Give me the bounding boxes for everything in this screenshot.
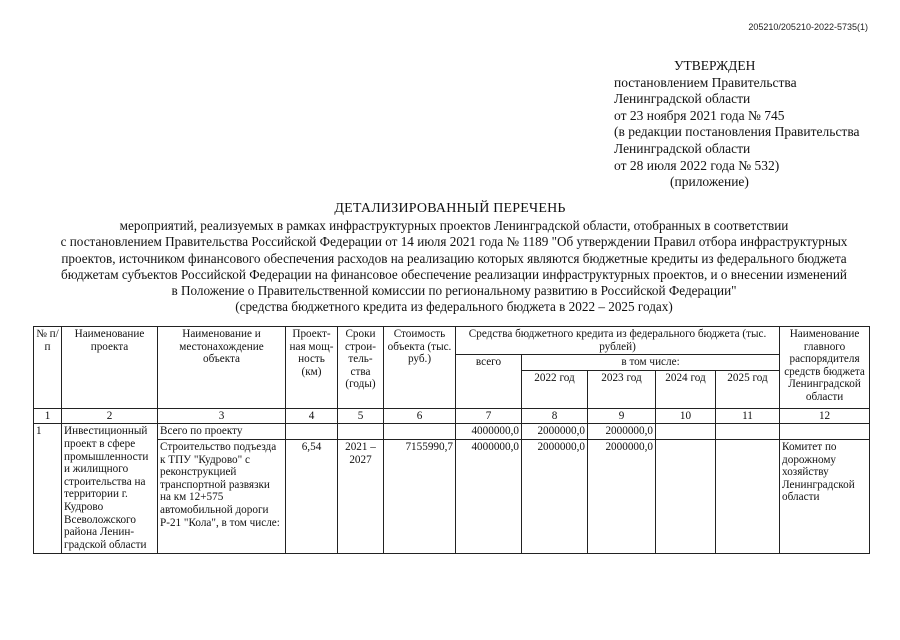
empty-cell xyxy=(656,439,716,553)
approval-line: от 23 ноября 2021 года № 745 xyxy=(614,107,785,123)
table-row-total xyxy=(34,424,870,440)
table-header-row xyxy=(34,327,870,355)
manager-name: Комитет по дорожному хозяйству Ленинградской области xyxy=(780,439,870,553)
header-terms: Сроки строи-тель-ства (годы) xyxy=(338,327,384,409)
document-subtitle xyxy=(28,218,880,316)
column-number: 9 xyxy=(588,408,656,424)
header-year-2025: 2025 год xyxy=(716,370,780,408)
measures-table xyxy=(33,326,870,554)
subtitle-line: проектов, источником финансового обеспечения расходов на реализацию которых являются бюджетные кредиты из федерального бюджета xyxy=(61,250,847,266)
approval-line: Ленинградской области xyxy=(614,140,751,156)
total-sum: 4000000,0 xyxy=(456,424,522,440)
column-number: 4 xyxy=(286,408,338,424)
total-2023: 2000000,0 xyxy=(588,424,656,440)
column-number: 11 xyxy=(716,408,780,424)
object-name: Строительство подъезда к ТПУ "Кудрово" с реконструкцией транспортной развязки на км 12+575 автомобильной дороги Р-21 "Кола", в том числе: xyxy=(158,439,286,553)
object-2023: 2000000,0 xyxy=(588,439,656,553)
header-num: № п/п xyxy=(34,327,62,409)
approval-line: (в редакции постановления Правительства xyxy=(614,124,860,140)
document-title: ДЕТАЛИЗИРОВАННЫЙ ПЕРЕЧЕНЬ xyxy=(334,201,566,216)
column-number: 12 xyxy=(780,408,870,424)
header-total: всего xyxy=(456,355,522,409)
approval-note: (приложение) xyxy=(670,174,749,190)
subtitle-line: в Положение о Правительственной комиссии по региональному развитию в Российской Федерации" xyxy=(171,283,737,299)
column-number: 2 xyxy=(62,408,158,424)
header-cost: Стоимость объекта (тыс. руб.) xyxy=(384,327,456,409)
total-label: Всего по проекту xyxy=(158,424,286,440)
header-manager: Наименование главного распорядителя средств бюджета Ленинградской области xyxy=(780,327,870,409)
document-id: 205210/205210-2022-5735(1) xyxy=(748,22,868,32)
header-object: Наименование и местонахождение объекта xyxy=(158,327,286,409)
empty-cell xyxy=(716,424,780,440)
header-including: в том числе: xyxy=(522,355,780,371)
row-num: 1 xyxy=(34,424,62,554)
subtitle-line: с постановлением Правительства Российской Федерации от 14 июля 2021 года № 1189 "Об утверждении Правил отбора инфраструктурных xyxy=(60,234,848,250)
approval-stamp xyxy=(614,58,884,191)
column-number: 7 xyxy=(456,408,522,424)
column-number: 1 xyxy=(34,408,62,424)
approval-line: Ленинградской области xyxy=(614,91,751,107)
subtitle-line: бюджетам субъектов Российской Федерации на финансовое обеспечение реализации инфраструктурных проектов, и о внесении изменений xyxy=(61,266,847,282)
subtitle-line: (средства бюджетного кредита из федерального бюджета в 2022 – 2025 годах) xyxy=(235,299,673,315)
empty-cell xyxy=(780,424,870,440)
empty-cell xyxy=(384,424,456,440)
empty-cell xyxy=(656,424,716,440)
approval-title: УТВЕРЖДЕН xyxy=(674,58,756,73)
approval-line: от 28 июля 2022 года № 532) xyxy=(614,157,780,173)
table-row-object xyxy=(34,439,870,553)
object-sum: 4000000,0 xyxy=(456,439,522,553)
empty-cell xyxy=(286,424,338,440)
header-funds: Средства бюджетного кредита из федерального бюджета (тыс. рублей) xyxy=(456,327,780,355)
header-year-2023: 2023 год xyxy=(588,370,656,408)
header-capacity: Проект-ная мощ-ность (км) xyxy=(286,327,338,409)
column-number: 6 xyxy=(384,408,456,424)
total-2022: 2000000,0 xyxy=(522,424,588,440)
subtitle-line: мероприятий, реализуемых в рамках инфраструктурных проектов Ленинградской области, отобранных в соответствии xyxy=(119,218,789,233)
empty-cell xyxy=(716,439,780,553)
object-2022: 2000000,0 xyxy=(522,439,588,553)
column-number: 8 xyxy=(522,408,588,424)
column-number: 5 xyxy=(338,408,384,424)
header-year-2022: 2022 год xyxy=(522,370,588,408)
approval-line: постановлением Правительства xyxy=(614,74,797,90)
column-number: 10 xyxy=(656,408,716,424)
column-number: 3 xyxy=(158,408,286,424)
column-number-row xyxy=(34,408,870,424)
header-project: Наименование проекта xyxy=(62,327,158,409)
object-cost: 7155990,7 xyxy=(384,439,456,553)
header-year-2024: 2024 год xyxy=(656,370,716,408)
empty-cell xyxy=(338,424,384,440)
project-name: Инвестиционный проект в сфере промышленности и жилищного строительства на территории г. Кудрово Всеволожского района Ленин-градской области xyxy=(62,424,158,554)
construction-terms: 2021 – 2027 xyxy=(338,439,384,553)
capacity: 6,54 xyxy=(286,439,338,553)
